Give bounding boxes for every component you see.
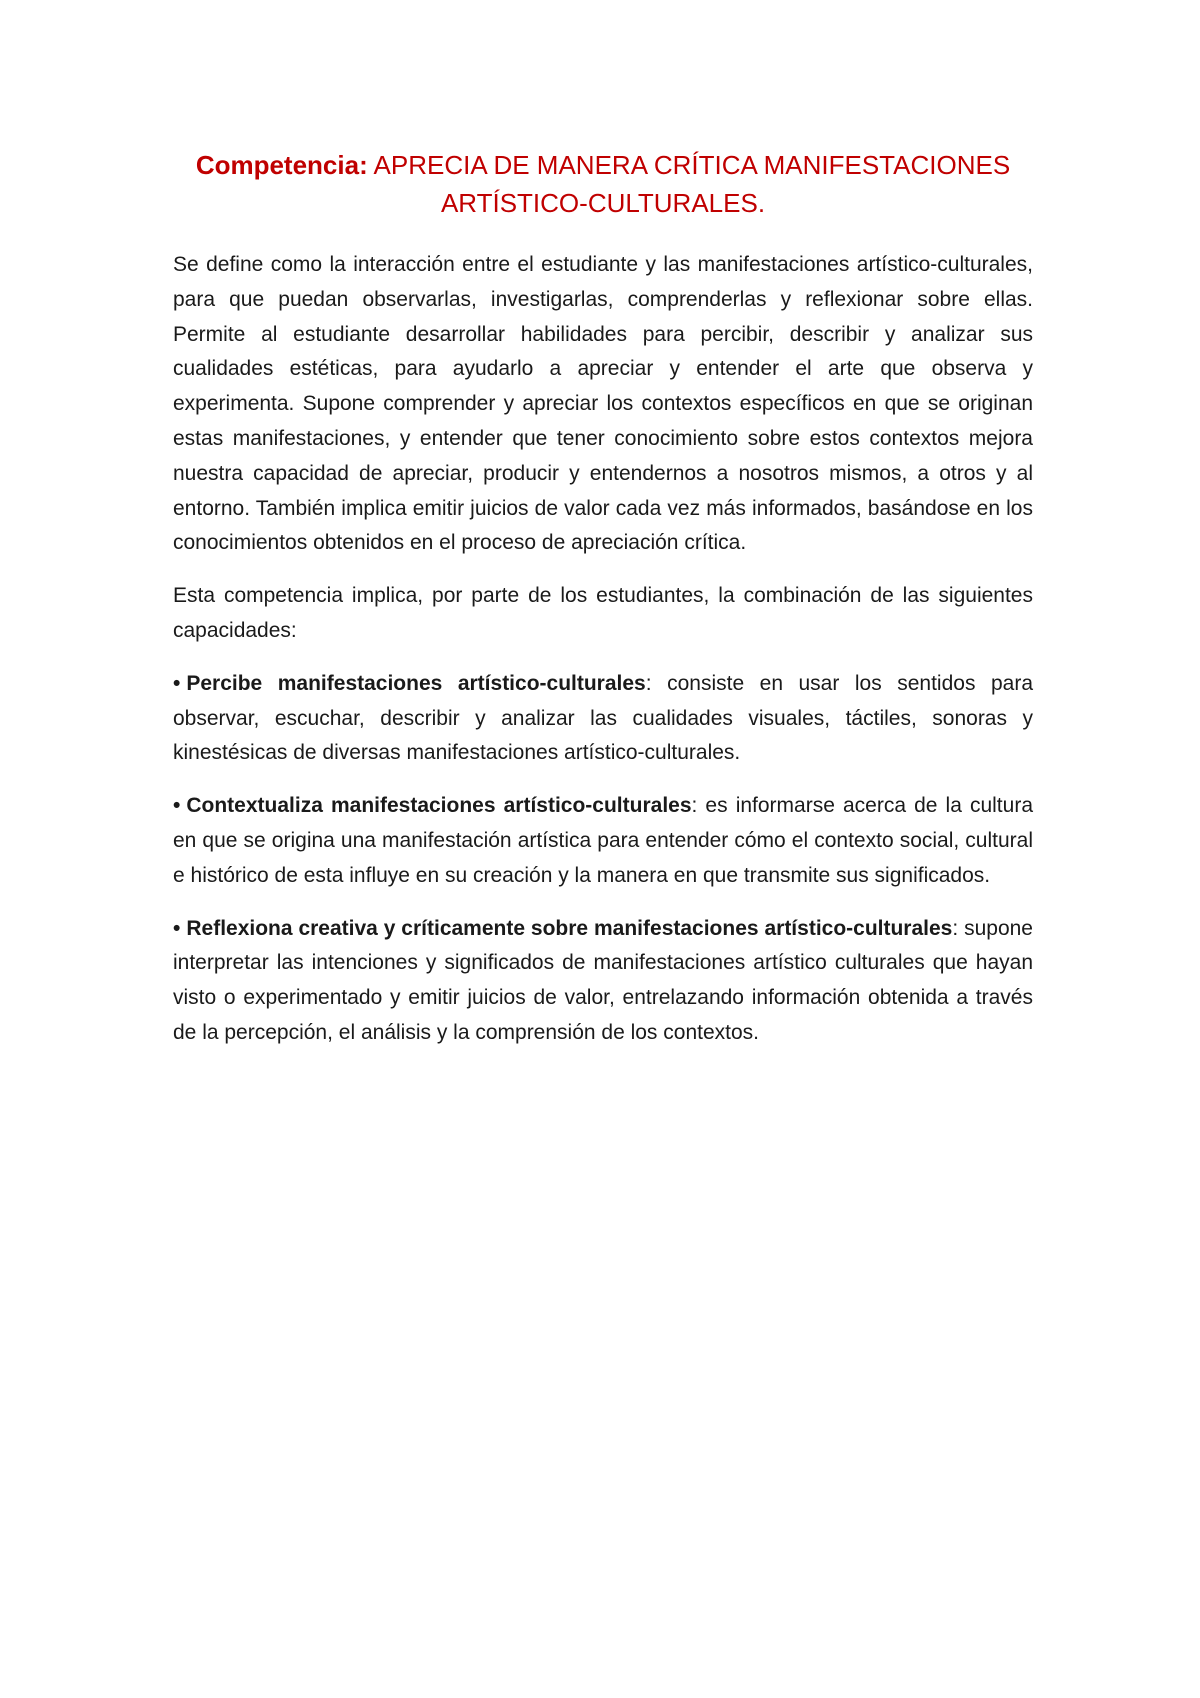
document-content xyxy=(173,146,1033,1069)
document-title xyxy=(173,146,1033,222)
bullet-text: : supone interpretar las intenciones y significados de manifestaciones artístico culturales que hayan visto o experimentado y emitir juicios de valor, entrelazando información obtenida a través de la percepción, el análisis y la comprensión de los contextos. xyxy=(173,916,1033,1044)
bullet-term: Percibe manifestaciones artístico-culturales xyxy=(186,671,646,695)
title-text: APRECIA DE MANERA CRÍTICA MANIFESTACIONES ARTÍSTICO-CULTURALES. xyxy=(373,150,1011,218)
bullet-term: Contextualiza manifestaciones artístico-culturales xyxy=(186,794,692,818)
definition-paragraph: Se define como la interacción entre el estudiante y las manifestaciones artístico-culturales, para que puedan observarlas, investigarlas, comprenderlas y reflexionar sobre ellas. Permite al estudiante desarrollar habilidades para percibir, describir y analizar sus cualidades estéticas, para ayudarlo a apreciar y entender el arte que observa y experimenta. Supone comprender y apreciar los contextos específicos en que se originan estas manifestaciones, y entender que tener conocimiento sobre estos contextos mejora nuestra capacidad de apreciar, producir y entendernos a nosotros mismos, a otros y al entorno. También implica emitir juicios de valor cada vez más informados, basándose en los conocimientos obtenidos en el proceso de apreciación crítica. xyxy=(173,253,1033,555)
capacities-intro-paragraph: Esta competencia implica, por parte de los estudiantes, la combinación de las siguientes capacidades: xyxy=(173,584,1033,642)
title-label: Competencia: xyxy=(195,150,368,180)
bullet-text: : consiste en usar los sentidos para observar, escuchar, describir y analizar las cualidades visuales, táctiles, sonoras y kinestésicas de diversas manifestaciones artístico-culturales. xyxy=(173,671,1033,765)
bullet-text: : es informarse acerca de la cultura en que se origina una manifestación artística para entender cómo el contexto social, cultural e histórico de esta influye en su creación y la manera en que transmite sus significados. xyxy=(173,794,1033,887)
bullet-item-percibe xyxy=(173,667,1033,771)
bullet-item-contextualiza xyxy=(173,789,1033,893)
bullet-marker: • xyxy=(173,794,181,818)
bullet-marker: • xyxy=(173,916,181,940)
bullet-term: Reflexiona creativa y críticamente sobre manifestaciones artístico-culturales xyxy=(186,916,953,940)
bullet-item-reflexiona xyxy=(173,912,1033,1051)
bullet-marker: • xyxy=(173,671,181,695)
